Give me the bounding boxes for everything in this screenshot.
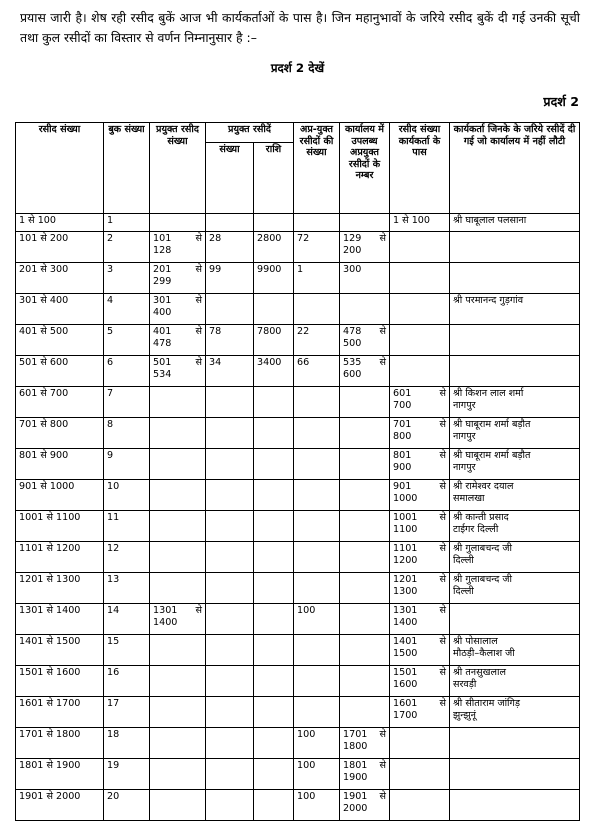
table-row <box>16 325 580 356</box>
book-cell: 6 <box>107 357 114 368</box>
table-row <box>16 480 580 511</box>
range-cell: 501 से 600 <box>19 357 69 368</box>
office-to-cell: 500 <box>343 338 362 349</box>
office-to-cell: 600 <box>343 369 362 380</box>
range-cell: 201 से 300 <box>19 264 69 275</box>
with-from-cell: 1 से 100 <box>393 215 430 226</box>
intro-paragraph: प्रयास जारी है। शेष रही रसीद बुकें आज भी कार्यकर्ताओं के पास है। जिन महानुभावों के जरिये रसीद बुकें दी गई उनकी सूची तथा कुल रसीदों का विस्तार से वर्णन निम्नानुसार है :– <box>20 10 580 45</box>
office-from-cell: 1701 से <box>343 729 386 740</box>
book-cell: 12 <box>107 543 120 554</box>
book-cell: 19 <box>107 760 120 771</box>
unused-cell: 66 <box>297 357 310 368</box>
unused-cell: 22 <box>297 326 310 337</box>
with-to-cell: 700 <box>393 400 412 411</box>
with-from-cell: 1301 से <box>393 605 446 616</box>
worker-name-cell: श्री तनसुखलाल <box>453 667 506 678</box>
office-to-cell: 2000 <box>343 803 368 814</box>
book-cell: 2 <box>107 233 114 244</box>
used-to-cell: 1400 <box>153 617 178 628</box>
used-from-cell: 501 से <box>153 357 202 368</box>
receipt-table <box>15 122 580 821</box>
office-to-cell: 1800 <box>343 741 368 752</box>
table-row <box>16 635 580 666</box>
office-from-cell: 1901 से <box>343 791 386 802</box>
table-row <box>16 449 580 480</box>
range-cell: 1201 से 1300 <box>19 574 81 585</box>
book-cell: 13 <box>107 574 120 585</box>
worker-place-cell: टाईगर दिल्ली <box>453 524 499 535</box>
table-row <box>16 728 580 759</box>
unused-cell: 100 <box>297 605 316 616</box>
worker-place-cell: नागपुर <box>453 400 476 411</box>
worker-name-cell: श्री परमानन्द गुड़गांव <box>453 295 524 306</box>
office-to-cell: 200 <box>343 245 362 256</box>
with-to-cell: 1100 <box>393 524 418 535</box>
table-row <box>16 294 580 325</box>
range-cell: 1801 से 1900 <box>19 760 81 771</box>
worker-place-cell: दिल्ली <box>453 586 474 597</box>
amount-cell: 2800 <box>257 233 282 244</box>
office-from-cell: 129 से <box>343 233 386 244</box>
count-cell: 34 <box>209 357 222 368</box>
with-to-cell: 1200 <box>393 555 418 566</box>
range-cell: 101 से 200 <box>19 233 69 244</box>
book-cell: 14 <box>107 605 120 616</box>
book-cell: 5 <box>107 326 114 337</box>
with-to-cell: 1400 <box>393 617 418 628</box>
book-cell: 3 <box>107 264 114 275</box>
book-cell: 18 <box>107 729 120 740</box>
used-to-cell: 534 <box>153 369 172 380</box>
header-office-unused: कार्यालय में उपलब्ध अप्रयुक्त रसीदों के नम्बर <box>340 123 390 214</box>
header-with-workers: रसीद संख्या कार्यकर्ता के पास <box>390 123 450 214</box>
unused-cell: 100 <box>297 760 316 771</box>
header-book-no: बुक संख्या <box>104 123 150 214</box>
table-row <box>16 573 580 604</box>
used-from-cell: 301 से <box>153 295 202 306</box>
book-cell: 15 <box>107 636 120 647</box>
with-from-cell: 1001 से <box>393 512 446 523</box>
exhibit-label: प्रदर्श 2 <box>543 94 579 109</box>
with-from-cell: 1601 से <box>393 698 446 709</box>
worker-name-cell: श्री कान्ती प्रसाद <box>453 512 509 523</box>
book-cell: 9 <box>107 450 114 461</box>
worker-name-cell: श्री रामेश्वर दयाल <box>453 481 514 492</box>
range-cell: 801 से 900 <box>19 450 69 461</box>
table-row <box>16 697 580 728</box>
worker-place-cell: समालखा <box>453 493 485 504</box>
book-cell: 20 <box>107 791 120 802</box>
range-cell: 1101 से 1200 <box>19 543 81 554</box>
book-cell: 8 <box>107 419 114 430</box>
with-to-cell: 1600 <box>393 679 418 690</box>
amount-cell: 3400 <box>257 357 282 368</box>
worker-name-cell: श्री घाबूलाल पलसाना <box>453 215 527 226</box>
table-row <box>16 214 580 232</box>
table-row <box>16 511 580 542</box>
with-from-cell: 1401 से <box>393 636 446 647</box>
with-from-cell: 901 से <box>393 481 446 492</box>
header-amount: राशि <box>254 143 294 214</box>
with-from-cell: 1201 से <box>393 574 446 585</box>
header-workers: कार्यकर्ता जिनके के जरिये रसीदें दी गई जो कार्यालय में नहीं लौटी <box>450 123 580 214</box>
with-to-cell: 1500 <box>393 648 418 659</box>
unused-cell: 72 <box>297 233 310 244</box>
see-exhibit-heading: प्रदर्श 2 देखें <box>270 61 325 75</box>
unused-cell: 100 <box>297 729 316 740</box>
header-used-receipt-no: प्रयुक्त रसीद संख्या <box>150 123 206 214</box>
used-to-cell: 478 <box>153 338 172 349</box>
book-cell: 4 <box>107 295 114 306</box>
worker-place-cell: सरवड़ी <box>453 679 477 690</box>
with-from-cell: 601 से <box>393 388 446 399</box>
used-from-cell: 201 से <box>153 264 202 275</box>
worker-place-cell: नागपुर <box>453 462 476 473</box>
used-to-cell: 400 <box>153 307 172 318</box>
unused-cell: 1 <box>297 264 304 275</box>
used-from-cell: 101 से <box>153 233 202 244</box>
worker-name-cell: श्री गुलाबचन्द जी <box>453 574 512 585</box>
header-unused-count: अप्र-युक्त रसीदों की संख्या <box>294 123 340 214</box>
office-from-cell: 1801 से <box>343 760 386 771</box>
book-cell: 1 <box>107 215 114 226</box>
range-cell: 1301 से 1400 <box>19 605 81 616</box>
range-cell: 1001 से 1100 <box>19 512 81 523</box>
count-cell: 28 <box>209 233 222 244</box>
with-from-cell: 1101 से <box>393 543 446 554</box>
book-cell: 16 <box>107 667 120 678</box>
worker-place-cell: मौठड़ी–कैलाश जी <box>453 648 515 659</box>
office-from-cell: 535 से <box>343 357 386 368</box>
table-row <box>16 356 580 387</box>
range-cell: 1601 से 1700 <box>19 698 81 709</box>
header-count: संख्या <box>206 143 254 214</box>
with-from-cell: 701 से <box>393 419 446 430</box>
worker-name-cell: श्री घाबूराम शर्मा बड़ौत <box>453 419 531 430</box>
worker-place-cell: झुन्झुनूं <box>453 710 476 721</box>
range-cell: 701 से 800 <box>19 419 69 430</box>
range-cell: 1501 से 1600 <box>19 667 81 678</box>
range-cell: 401 से 500 <box>19 326 69 337</box>
worker-place-cell: दिल्ली <box>453 555 474 566</box>
book-cell: 17 <box>107 698 120 709</box>
table-row <box>16 263 580 294</box>
count-cell: 99 <box>209 264 222 275</box>
used-from-cell: 401 से <box>153 326 202 337</box>
office-to-cell: 1900 <box>343 772 368 783</box>
worker-name-cell: श्री गुलाबचन्द जी <box>453 543 512 554</box>
table-row <box>16 604 580 635</box>
office-from-cell: 478 से <box>343 326 386 337</box>
with-from-cell: 801 से <box>393 450 446 461</box>
with-from-cell: 1501 से <box>393 667 446 678</box>
table-row <box>16 232 580 263</box>
book-cell: 7 <box>107 388 114 399</box>
with-to-cell: 1300 <box>393 586 418 597</box>
unused-cell: 100 <box>297 791 316 802</box>
worker-name-cell: श्री सीताराम जांगिड़ <box>453 698 521 709</box>
table-row <box>16 666 580 697</box>
table-row <box>16 759 580 790</box>
amount-cell: 7800 <box>257 326 282 337</box>
table-row <box>16 790 580 821</box>
count-cell: 78 <box>209 326 222 337</box>
used-from-cell: 1301 से <box>153 605 202 616</box>
with-to-cell: 1000 <box>393 493 418 504</box>
with-to-cell: 1700 <box>393 710 418 721</box>
range-cell: 1901 से 2000 <box>19 791 81 802</box>
book-cell: 11 <box>107 512 120 523</box>
worker-name-cell: श्री घाबूराम शर्मा बड़ौत <box>453 450 531 461</box>
used-to-cell: 299 <box>153 276 172 287</box>
worker-name-cell: श्री पोसालाल <box>453 636 498 647</box>
amount-cell: 9900 <box>257 264 282 275</box>
range-cell: 1701 से 1800 <box>19 729 81 740</box>
book-cell: 10 <box>107 481 120 492</box>
table-row <box>16 542 580 573</box>
table-row <box>16 387 580 418</box>
worker-place-cell: नागपुर <box>453 431 476 442</box>
range-cell: 901 से 1000 <box>19 481 75 492</box>
with-to-cell: 800 <box>393 431 412 442</box>
table-row <box>16 418 580 449</box>
range-cell: 1401 से 1500 <box>19 636 81 647</box>
worker-name-cell: श्री किशन लाल शर्मा <box>453 388 524 399</box>
header-receipt-no: रसीद संख्या <box>16 123 104 214</box>
range-cell: 601 से 700 <box>19 388 69 399</box>
with-to-cell: 900 <box>393 462 412 473</box>
header-used-receipts: प्रयुक्त रसीदें <box>206 123 294 143</box>
office-from-cell: 300 <box>343 264 362 275</box>
range-cell: 1 से 100 <box>19 215 56 226</box>
range-cell: 301 से 400 <box>19 295 69 306</box>
used-to-cell: 128 <box>153 245 172 256</box>
